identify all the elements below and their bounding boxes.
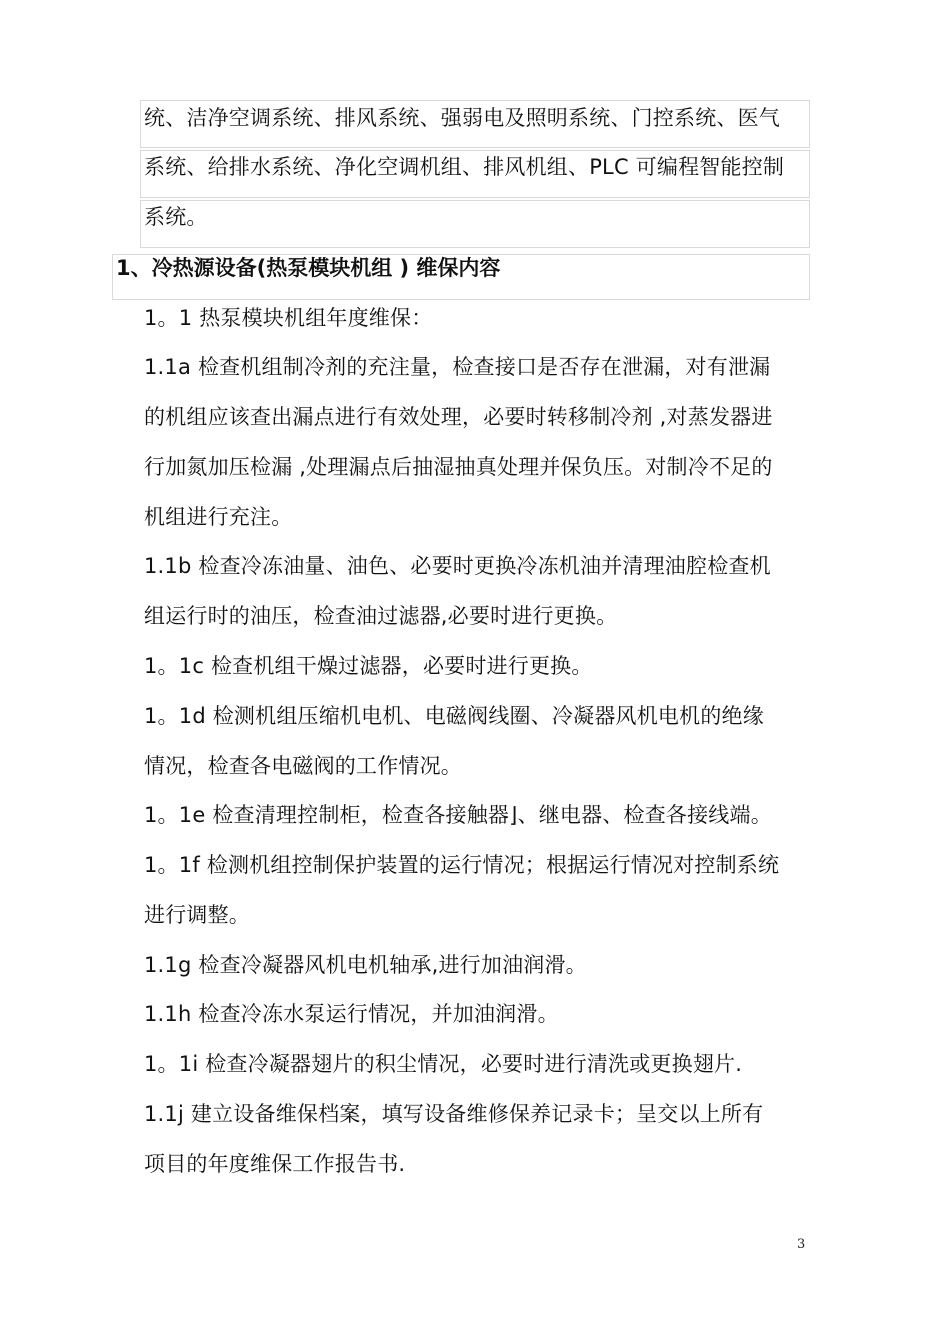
paragraph-line: 1。1i 检查冷凝器翅片的积尘情况，必要时进行清洗或更换翅片. (144, 1052, 743, 1076)
intro-line-1: 统、洁净空调系统、排风系统、强弱电及照明系统、门控系统、医气 (144, 106, 780, 130)
paragraph-line: 1.1b 检查冷冻油量、油色、必要时更换冷冻机油并清理油腔检查机 (144, 554, 771, 578)
text-frame-3 (140, 200, 810, 248)
paragraph-line: 1.1g 检查冷凝器风机电机轴承,进行加油润滑。 (144, 953, 587, 977)
section-heading: 1、冷热源设备(热泵模块机组 ) 维保内容 (116, 256, 501, 280)
paragraph-line: 行加氮加压检漏 ,处理漏点后抽湿抽真处理并保负压。对制冷不足的 (144, 455, 773, 479)
paragraph-line: 1.1j 建立设备维保档案，填写设备维修保养记录卡；呈交以上所有 (144, 1102, 764, 1126)
paragraph-line: 进行调整。 (144, 903, 250, 927)
paragraph-line: 1。1c 检查机组干燥过滤器，必要时进行更换。 (144, 654, 593, 678)
intro-line-3: 系统。 (144, 205, 208, 229)
paragraph-line: 1。1e 检查清理控制柜，检查各接触器⌋、继电器、检查各接线端。 (144, 803, 772, 827)
paragraph-line: 情况，检查各电磁阀的工作情况。 (144, 754, 462, 778)
page-number: 3 (797, 1237, 806, 1252)
intro-line-2: 系统、给排水系统、净化空调机组、排风机组、PLC 可编程智能控制 (144, 155, 785, 179)
section-subheading: 1。1 热泵模块机组年度维保： (144, 306, 433, 330)
paragraph-line: 1.1h 检查冷冻水泵运行情况，并加油润滑。 (144, 1002, 559, 1026)
paragraph-line: 机组进行充注。 (144, 505, 293, 529)
paragraph-line: 1。1f 检测机组控制保护装置的运行情况；根据运行情况对控制系统 (144, 853, 780, 877)
paragraph-line: 1。1d 检测机组压缩机电机、电磁阀线圈、冷凝器风机电机的绝缘 (144, 704, 764, 728)
paragraph-line: 组运行时的油压，检查油过滤器,必要时进行更换。 (144, 604, 618, 628)
paragraph-line: 1.1a 检查机组制冷剂的充注量，检查接口是否存在泄漏，对有泄漏 (144, 355, 771, 379)
paragraph-line: 项目的年度维保工作报告书. (144, 1152, 406, 1176)
paragraph-line: 的机组应该查出漏点进行有效处理，必要时转移制冷剂 ,对蒸发器进 (144, 405, 773, 429)
